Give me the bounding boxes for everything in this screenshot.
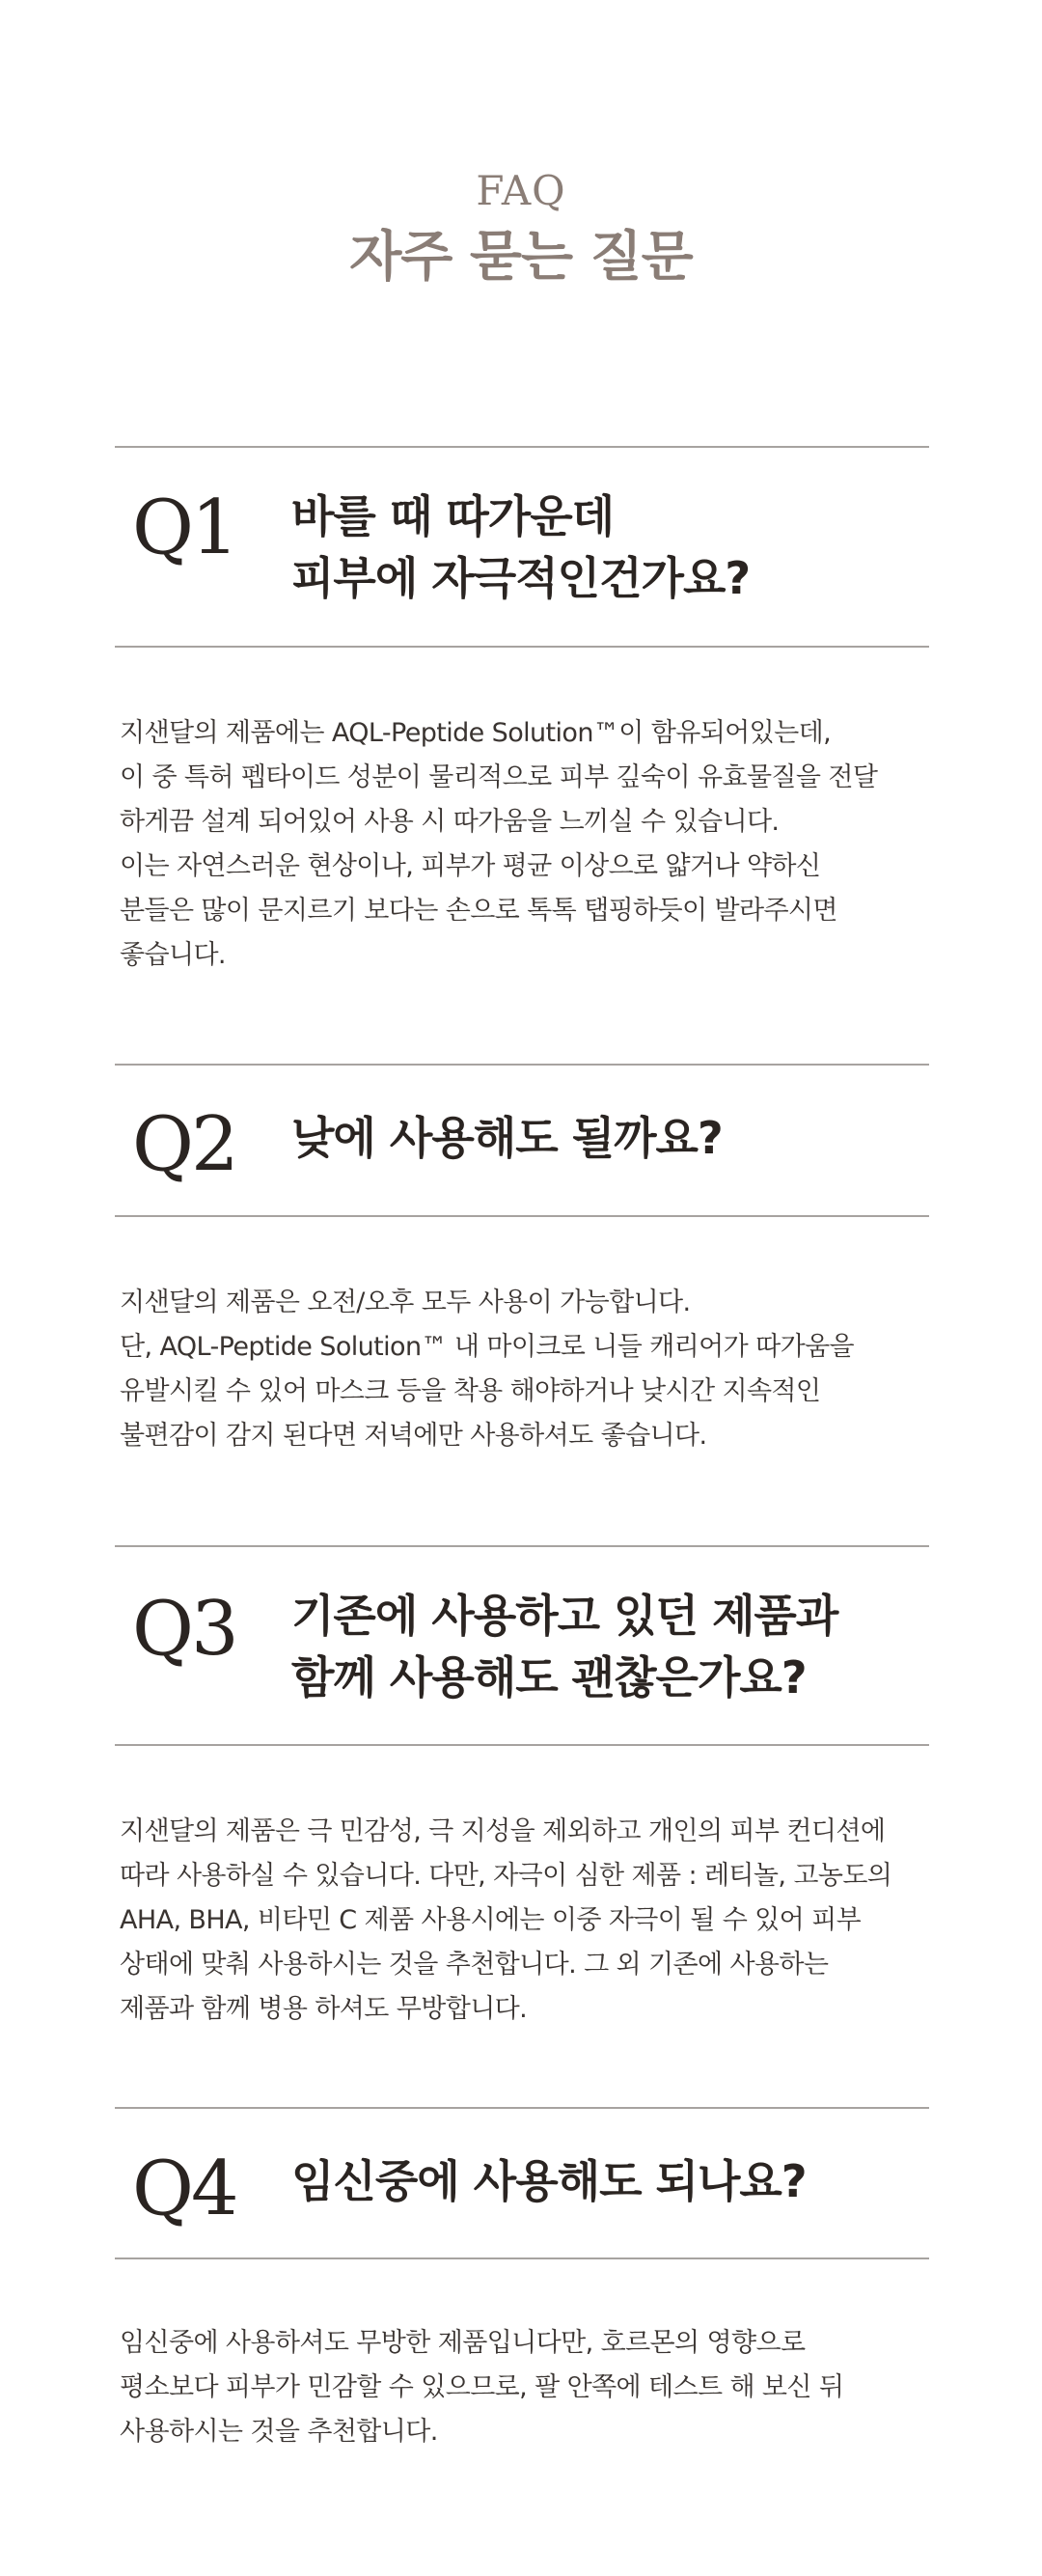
- faq-answer-1: 지샌달의 제품에는 AQL-Peptide Solution™이 함유되어있는데, 이 중 특허 펩타이드 성분이 물리적으로 피부 깊숙이 유효물질을 전달 하게끔 설계 되어있어 사용 시 따가움을 느끼실 수 있습니다. 이는 자연스러운 현상이나, 피부가 평균 이상으로 얇거나 약하신 분들은 많이 문지르기 보다는 손으로 톡톡 탭핑하듯이 발라주시면 좋습니다.: [120, 718, 878, 970]
- question-text: 바를 때 따가운데 피부에 자극적인건가요?: [291, 490, 751, 604]
- faq-answer-4: 임신중에 사용하셔도 무방한 제품입니다만, 호르몬의 영향으로 평소보다 피부가 민감할 수 있으므로, 팔 안쪽에 테스트 해 보신 뒤 사용하시는 것을 추천합니다.: [120, 2328, 844, 2447]
- divider: [115, 446, 929, 448]
- divider: [115, 1744, 929, 1746]
- divider: [115, 2257, 929, 2259]
- question-number: Q3: [132, 1586, 236, 1673]
- faq-label: FAQ: [476, 167, 566, 214]
- faq-header: [0, 166, 1042, 290]
- divider: [115, 2107, 929, 2109]
- page-title: 자주 묻는 질문: [349, 226, 693, 289]
- divider: [115, 1064, 929, 1066]
- faq-answer-2: 지샌달의 제품은 오전/오후 모두 사용이 가능합니다. 단, AQL-Peptide Solution™ 내 마이크로 니들 캐리어가 따가움을 유발시킬 수 있어 마스크 등을 착용 해야하거나 낮시간 지속적인 불편감이 감지 된다면 저녁에만 사용하셔도 좋습니다.: [120, 1288, 855, 1451]
- question-text: 기존에 사용하고 있던 제품과 함께 사용해도 괜찮은가요?: [291, 1590, 838, 1703]
- divider: [115, 646, 929, 648]
- question-number: Q1: [132, 485, 236, 571]
- question-text: 낮에 사용해도 될까요?: [291, 1112, 723, 1164]
- question-number: Q2: [132, 1101, 236, 1188]
- faq-answer-3: 지샌달의 제품은 극 민감성, 극 지성을 제외하고 개인의 피부 컨디션에 따라 사용하실 수 있습니다. 다만, 자극이 심한 제품 : 레티놀, 고농도의 AHA, BHA, 비타민 C 제품 사용시에는 이중 자극이 될 수 있어 피부 상태에 맞춰 사용하시는 것을 추천합니다. 그 외 기존에 사용하는 제품과 함께 병용 하셔도 무방합니다.: [120, 1816, 892, 2024]
- divider: [115, 1545, 929, 1547]
- question-number: Q4: [132, 2146, 236, 2232]
- divider: [115, 1215, 929, 1217]
- question-text: 임신중에 사용해도 되나요?: [291, 2155, 807, 2207]
